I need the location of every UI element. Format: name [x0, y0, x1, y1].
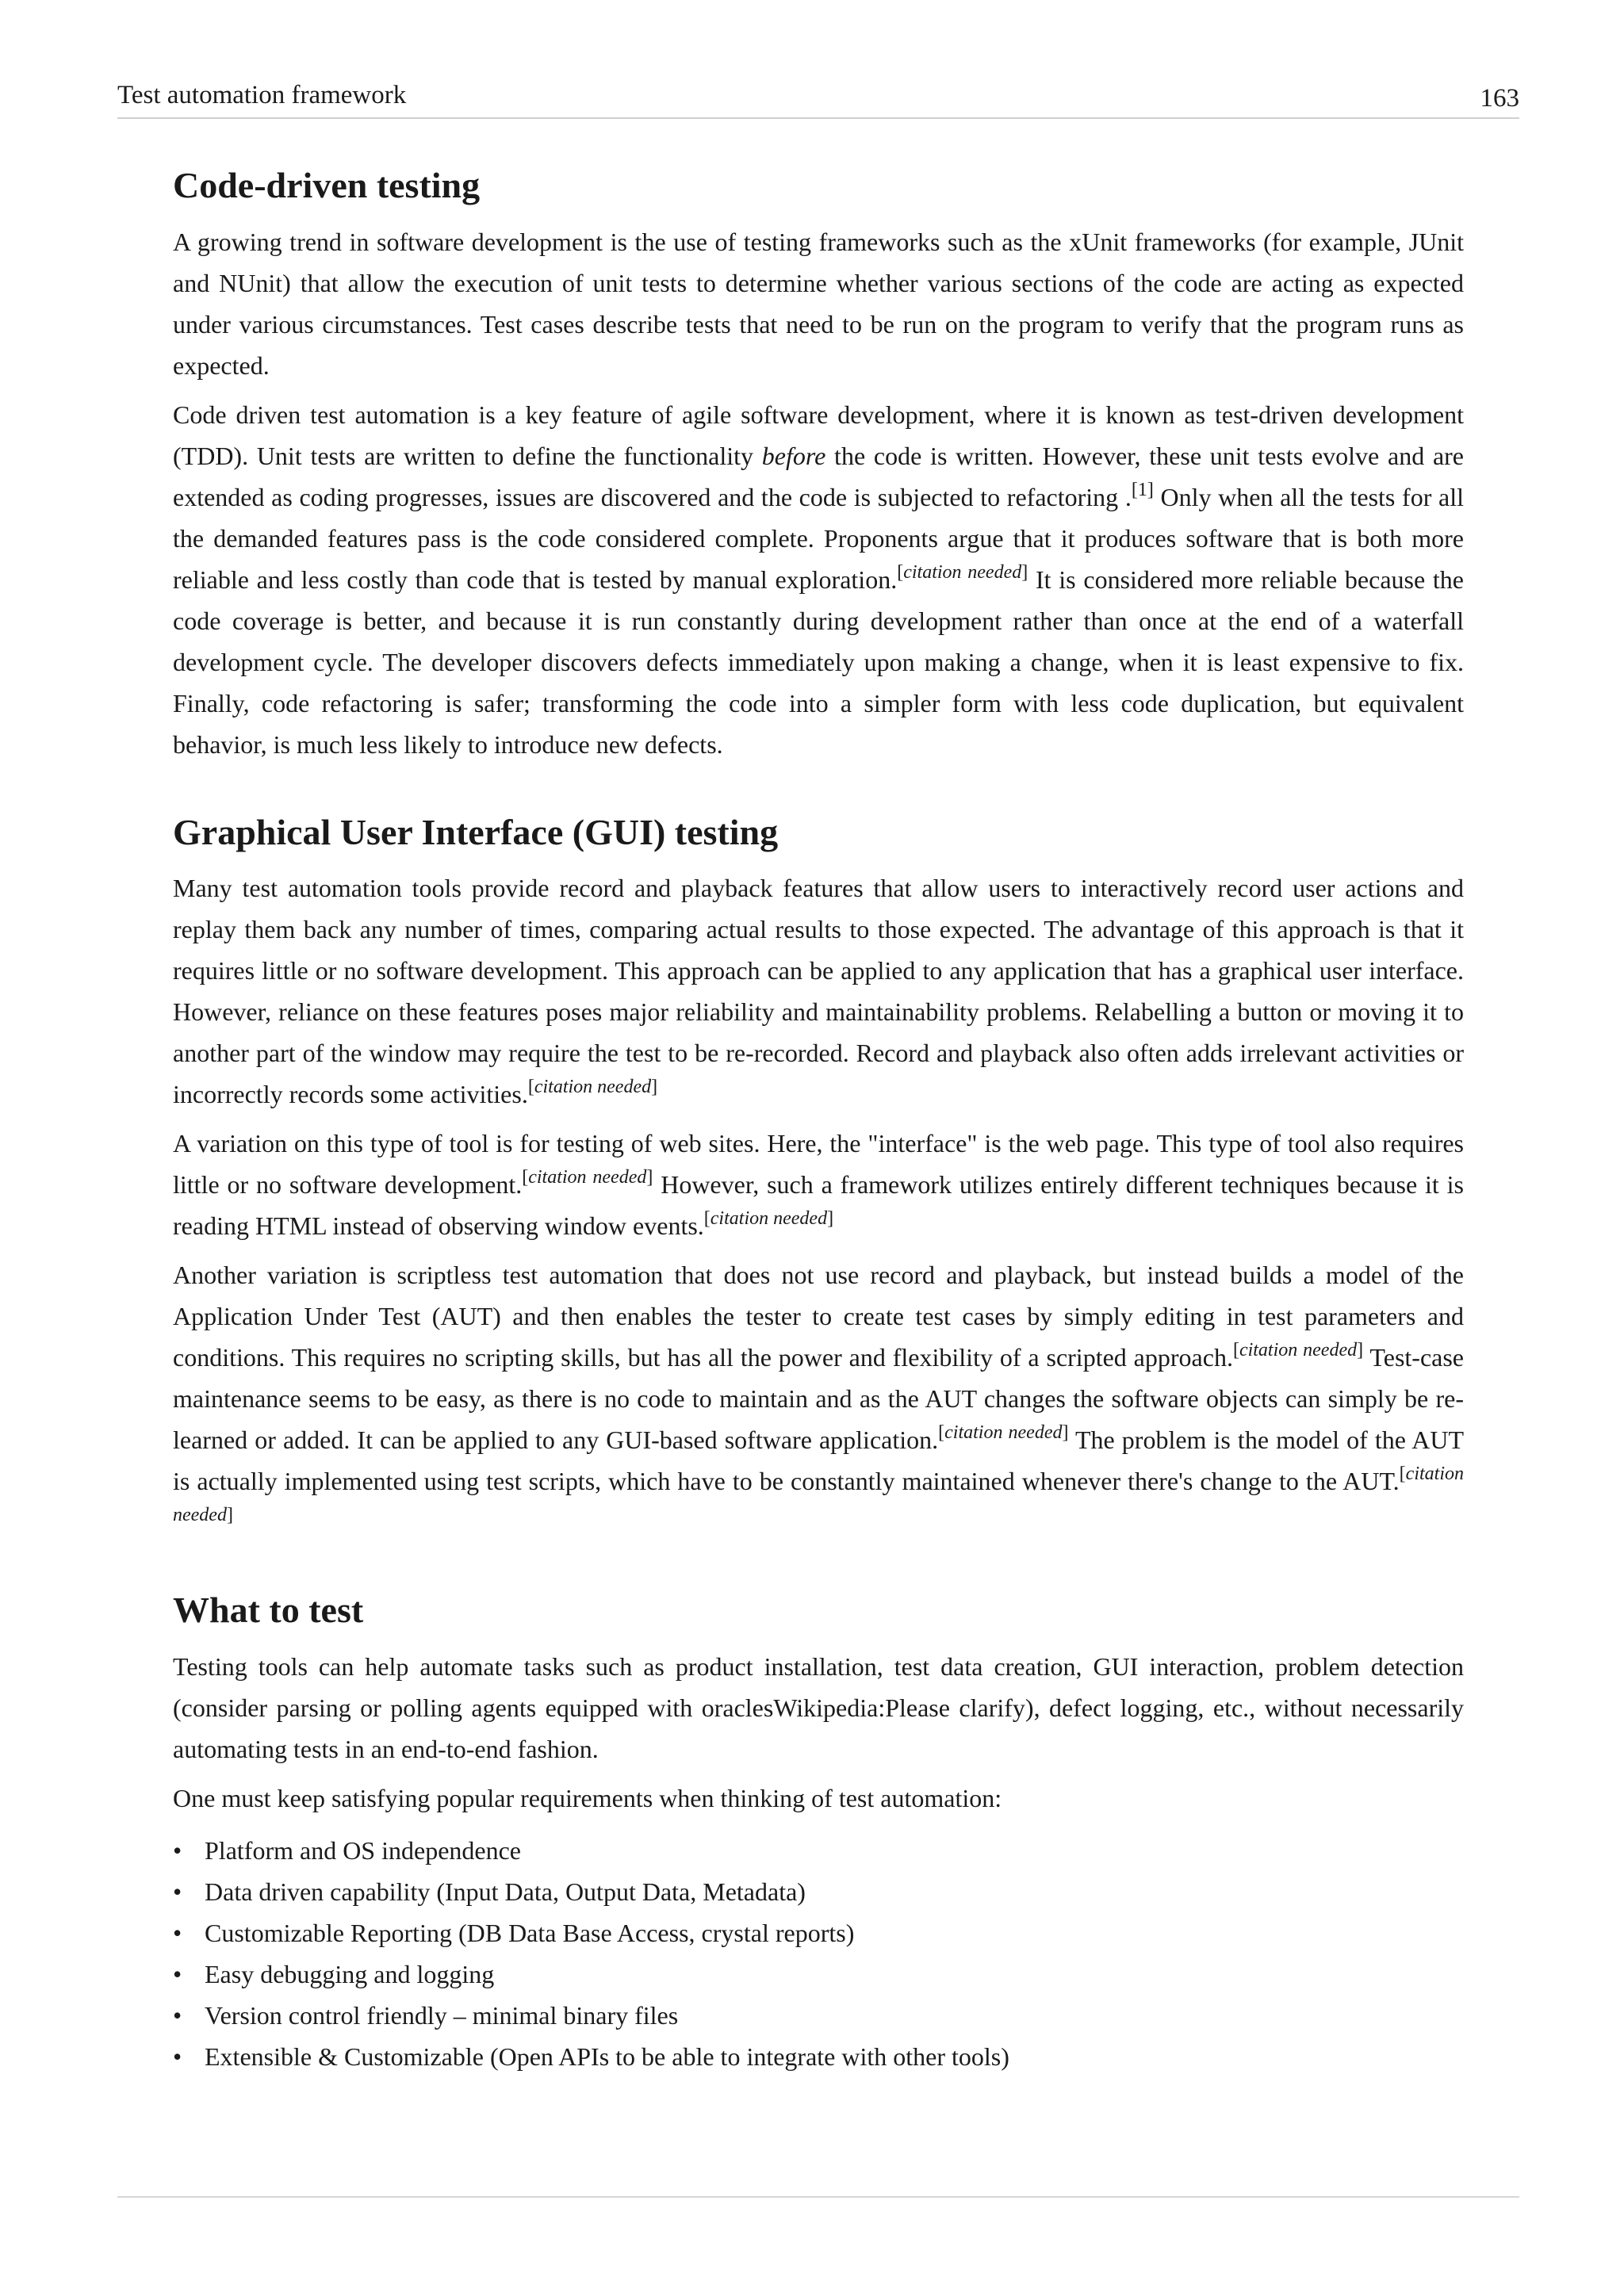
- list-item: [173, 1954, 1464, 1995]
- section-heading: Graphical User Interface (GUI) testing: [173, 811, 779, 852]
- citation-needed[interactable]: [citation needed]: [938, 1422, 1069, 1443]
- list-item-text: Version control friendly – minimal binary files: [205, 2000, 679, 2030]
- citation-text: citation needed: [944, 1422, 1063, 1443]
- bullet-icon: •: [173, 2042, 182, 2071]
- paragraph: One must keep satisfying popular requirements when thinking of test automation:: [173, 1783, 1002, 1812]
- citation-needed[interactable]: [citation needed]: [522, 1167, 653, 1188]
- paragraph: [173, 1123, 1464, 1246]
- section-gui-testing: [173, 809, 1464, 1544]
- text-run: Another variation is scriptless test automation that does not use record and playback, but instead builds a model of the Application Under Test (AUT) and then enables the tester to create test cases by simply editing in test parameters and conditions. This requires no scripting skills, but has all the power and flexibility of a scripted approach.: [173, 1261, 1464, 1372]
- emphasis: before: [761, 441, 826, 470]
- text-run: Code driven test automation is a key feature of agile software development, where it is known as test-driven development (TDD). Unit tests are written to define the functionality: [173, 400, 1464, 470]
- bullet-icon: •: [173, 1918, 182, 1947]
- section-heading: Code-driven testing: [173, 165, 481, 205]
- citation-text: citation needed: [534, 1077, 652, 1097]
- list-item: [173, 1912, 1464, 1954]
- citation-needed[interactable]: [citation needed]: [703, 1208, 834, 1229]
- list-item: [173, 1871, 1464, 1912]
- page-number: 163: [1480, 84, 1519, 113]
- paragraph: [173, 394, 1464, 765]
- text-run: Many test automation tools provide record and playback features that allow users to interactively record user actions and replay them back any number of times, comparing actual results to those expected. The advantage of this approach is that it requires little or no software development. This approach can be applied to any application that has a graphical user interface. However, reliance on these features poses major reliability and maintainability problems. Relabelling a button or moving it to another part of the window may require the test to be re-recorded. Record and playback also often adds irrelevant activities or incorrectly records some activities.: [173, 874, 1464, 1108]
- requirements-list: [173, 1830, 1464, 2077]
- section-code-driven-testing: [173, 163, 1464, 765]
- text-run: The problem is the model of the AUT is actually implemented using test scripts, which have to be constantly maintained whenever there's change to the AUT.: [173, 1425, 1465, 1495]
- citation-text: citation needed: [173, 1464, 1464, 1525]
- paragraph: [173, 1254, 1464, 1543]
- citation-needed[interactable]: [citation needed]: [1232, 1340, 1364, 1360]
- citation-text: citation needed: [903, 561, 1022, 583]
- text-run: Test-case maintenance seems to be easy, as there is no code to maintain and as the AUT changes the software objects can simply be re-learned or added. It can be applied to any GUI-based software application.: [173, 1343, 1464, 1454]
- text-run: Only when all the tests for all the demanded features pass is the code considered complete. Proponents argue that it produces software that is both more reliable and less costly than code that is tested by manual exploration.: [173, 482, 1465, 594]
- section-heading: What to test: [173, 1590, 364, 1630]
- text-run: A variation on this type of tool is for testing of web sites. Here, the "interface" is the web page. This type of tool also requires little or no software development.: [173, 1129, 1464, 1199]
- citation-needed[interactable]: [citation needed]: [897, 561, 1028, 583]
- running-title: Test automation framework: [117, 81, 407, 109]
- bullet-icon: •: [173, 1959, 182, 1988]
- citation-needed[interactable]: [citation needed]: [527, 1077, 658, 1097]
- list-item-text: Easy debugging and logging: [205, 1959, 495, 1988]
- text-run: the code is written. However, these unit tests evolve and are extended as coding progresses, issues are discovered and the code is subjected to refactoring .: [173, 441, 1465, 511]
- bullet-icon: •: [173, 1877, 182, 1906]
- list-item-text: Customizable Reporting (DB Data Base Access, crystal reports): [205, 1918, 855, 1947]
- list-item: [173, 1830, 1464, 1871]
- list-item-text: Platform and OS independence: [205, 1835, 521, 1865]
- list-item: [173, 2036, 1464, 2077]
- text-run: However, such a framework utilizes entirely different techniques because it is reading HTML instead of observing window events.: [173, 1170, 1464, 1240]
- page-content: [173, 163, 1464, 2077]
- page-header: [117, 78, 1519, 119]
- list-item: [173, 1995, 1464, 2036]
- list-item-text: Extensible & Customizable (Open APIs to be able to integrate with other tools): [205, 2042, 1009, 2071]
- paragraph: Testing tools can help automate tasks such as product installation, test data creation, GUI interaction, problem detection (consider parsing or polling agents equipped with oraclesWikipedia:Please clarify), defect logging, etc., without necessarily automating tests in an end-to-end fashion.: [173, 1651, 1464, 1763]
- citation-needed[interactable]: [citation needed]: [173, 1464, 1464, 1525]
- citation-text: citation needed: [710, 1208, 828, 1229]
- paragraph: [173, 867, 1464, 1115]
- citation-text: citation needed: [1239, 1340, 1358, 1360]
- text-run: It is considered more reliable because the code coverage is better, and because it is run constantly during development rather than once at the end of a waterfall development cycle. The developer discovers defects immediately upon making a change, when it is least expensive to fix. Finally, code refactoring is safer; transforming the code into a simpler form with less code duplication, but equivalent behavior, is much less likely to introduce new defects.: [173, 564, 1465, 759]
- paragraph: A growing trend in software development is the use of testing frameworks such as the xUnit frameworks (for example, JUnit and NUnit) that allow the execution of unit tests to determine whether various sections of the code are acting as expected under various circumstances. Test cases describe tests that need to be run on the program to verify that the program runs as expected.: [173, 227, 1464, 380]
- section-what-to-test: [173, 1587, 1464, 2077]
- bullet-icon: •: [173, 1835, 182, 1865]
- footer-rule: [117, 2196, 1519, 2198]
- reference-link[interactable]: [1]: [1131, 479, 1154, 500]
- list-item-text: Data driven capability (Input Data, Output Data, Metadata): [205, 1877, 806, 1906]
- bullet-icon: •: [173, 2000, 182, 2030]
- citation-text: citation needed: [528, 1167, 647, 1188]
